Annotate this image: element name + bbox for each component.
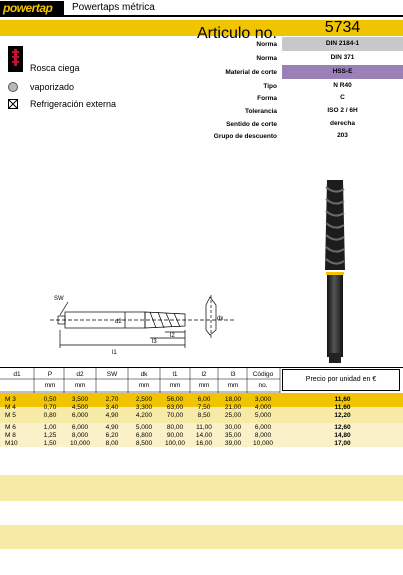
cell-p: 0,50 <box>43 396 57 403</box>
cell-l1: 100,00 <box>165 440 185 447</box>
col-header: P <box>47 371 53 378</box>
col-unit: mm <box>227 382 239 389</box>
tap-product-image <box>315 175 355 365</box>
cell-dk: 3,300 <box>135 404 153 411</box>
cell-p: 1,50 <box>43 440 57 447</box>
cell-price: 17,00 <box>334 440 351 447</box>
cell-price: 14,80 <box>334 432 351 439</box>
label-sw: SW <box>54 296 64 302</box>
table-band-8 <box>0 549 403 575</box>
cell-dk: 8,500 <box>135 440 153 447</box>
table-band-6 <box>0 501 403 525</box>
spec-label: Norma <box>256 55 277 62</box>
cell-l1: 80,00 <box>166 424 184 431</box>
cell-l3: 21,00 <box>224 404 242 411</box>
cell-code: 8,000 <box>254 432 272 439</box>
cell-price: 11,60 <box>334 404 351 411</box>
col-header: d1 <box>13 371 21 378</box>
col-header: d2 <box>76 371 84 378</box>
cell-d1: M 8 <box>5 432 16 439</box>
spec-label: Sentido de corte <box>226 121 277 128</box>
cell-price: 11,60 <box>334 396 351 403</box>
cell-code: 6,000 <box>254 424 272 431</box>
blind-hole-icon <box>8 46 23 72</box>
tap-end-view-diagram <box>200 295 230 340</box>
table-band-7 <box>0 525 403 549</box>
cell-d2: 3,500 <box>71 396 89 403</box>
cell-code: 5,000 <box>254 412 272 419</box>
col-unit: mm <box>198 382 210 389</box>
cell-l2: 16,00 <box>195 440 213 447</box>
cell-l3: 39,00 <box>224 440 242 447</box>
spec-label: Tipo <box>263 83 277 90</box>
col-header: l3 <box>230 371 236 378</box>
col-unit: mm <box>169 382 181 389</box>
label-dk: dk <box>217 316 224 322</box>
cell-l2: 14,00 <box>195 432 213 439</box>
feature-vaporized: vaporizado <box>30 82 75 92</box>
col-unit: mm <box>74 382 86 389</box>
spec-value: DIN 2184-1 <box>282 37 403 51</box>
price-header-box <box>282 369 400 391</box>
brand-logo: powertap <box>0 1 64 15</box>
spec-value: ISO 2 / 6H <box>327 107 358 114</box>
spec-value: C <box>340 94 345 101</box>
table-band-5 <box>0 475 403 501</box>
cell-sw: 2,70 <box>105 396 119 403</box>
cell-d2: 6,000 <box>71 424 89 431</box>
spec-label: Tolerancia <box>244 108 277 115</box>
spec-value: 203 <box>337 132 348 139</box>
cell-sw: 3,40 <box>105 404 119 411</box>
cell-d1: M 6 <box>5 424 16 431</box>
cell-dk: 5,000 <box>135 424 153 431</box>
spec-value: derecha <box>330 120 355 127</box>
header-rule <box>0 15 403 17</box>
cell-sw: 6,20 <box>105 432 119 439</box>
label-l1: l1 <box>112 350 117 356</box>
label-l3: l3 <box>152 339 157 345</box>
cell-p: 1,25 <box>43 432 57 439</box>
col-header: l2 <box>201 371 207 378</box>
spec-value: N R40 <box>333 82 352 89</box>
cell-l1: 63,00 <box>166 404 184 411</box>
spec-label: Material de corte <box>225 69 277 76</box>
spec-label: Grupo de descuento <box>213 133 277 140</box>
cell-l3: 35,00 <box>224 432 242 439</box>
cell-d2: 8,000 <box>71 432 89 439</box>
cell-l2: 6,00 <box>197 396 211 403</box>
col-unit: no. <box>258 382 268 389</box>
col-header: SW <box>106 371 118 378</box>
cell-l3: 18,00 <box>224 396 242 403</box>
cell-code: 4,000 <box>254 404 272 411</box>
cell-p: 1,00 <box>43 424 57 431</box>
spec-label: Norma <box>256 41 277 48</box>
spec-label: Articulo no. <box>196 25 277 42</box>
feature-blind-hole: Rosca ciega <box>30 63 80 73</box>
cell-sw: 8,00 <box>105 440 119 447</box>
spec-value: HSS-E <box>282 65 403 79</box>
cell-price: 12,60 <box>334 424 351 431</box>
col-header: dk <box>140 371 148 378</box>
cell-price: 12,20 <box>334 412 351 419</box>
page-title: Powertaps métrica <box>72 2 155 13</box>
cell-sw: 4,90 <box>105 424 119 431</box>
cell-l2: 7,50 <box>197 404 211 411</box>
cell-code: 10,000 <box>253 440 273 447</box>
cell-sw: 4,90 <box>105 412 119 419</box>
label-l2: l2 <box>170 333 175 339</box>
cell-p: 0,70 <box>43 404 57 411</box>
cell-dk: 6,800 <box>135 432 153 439</box>
cooling-icon <box>8 99 18 109</box>
cell-d2: 6,000 <box>71 412 89 419</box>
col-header: l1 <box>172 371 178 378</box>
cell-l2: 11,00 <box>196 424 212 431</box>
label-d2: d2 <box>115 319 122 325</box>
cell-l1: 90,00 <box>166 432 184 439</box>
feature-cooling: Refrigeración externa <box>30 99 117 109</box>
cell-l2: 8,50 <box>197 412 211 419</box>
col-unit: mm <box>44 382 56 389</box>
spec-row-article <box>0 19 403 42</box>
cell-l3: 25,00 <box>224 412 242 419</box>
cell-d2: 4,500 <box>71 404 89 411</box>
spec-value: DIN 371 <box>330 54 355 61</box>
spec-label: Forma <box>257 95 277 102</box>
cell-dk: 4,200 <box>135 412 153 419</box>
vaporized-icon <box>8 82 18 92</box>
col-unit: mm <box>138 382 150 389</box>
cell-d1: M10 <box>5 440 18 447</box>
col-header: Código <box>252 371 274 378</box>
spec-row-grupo <box>0 128 403 144</box>
cell-p: 0,80 <box>43 412 57 419</box>
cell-code: 3,000 <box>254 396 272 403</box>
cell-d1: M 3 <box>5 396 16 403</box>
price-header: Precio por unidad en € <box>305 376 377 383</box>
cell-d1: M 5 <box>5 412 16 419</box>
cell-d2: 10,000 <box>70 440 90 447</box>
cell-l3: 30,00 <box>224 424 242 431</box>
table-band-4 <box>0 447 403 475</box>
cell-l1: 70,00 <box>166 412 184 419</box>
cell-d1: M 4 <box>5 404 16 411</box>
cell-dk: 2,500 <box>135 396 153 403</box>
spec-value: 5734 <box>282 21 403 35</box>
cell-l1: 56,00 <box>166 396 184 403</box>
table-header-grid <box>0 368 282 393</box>
